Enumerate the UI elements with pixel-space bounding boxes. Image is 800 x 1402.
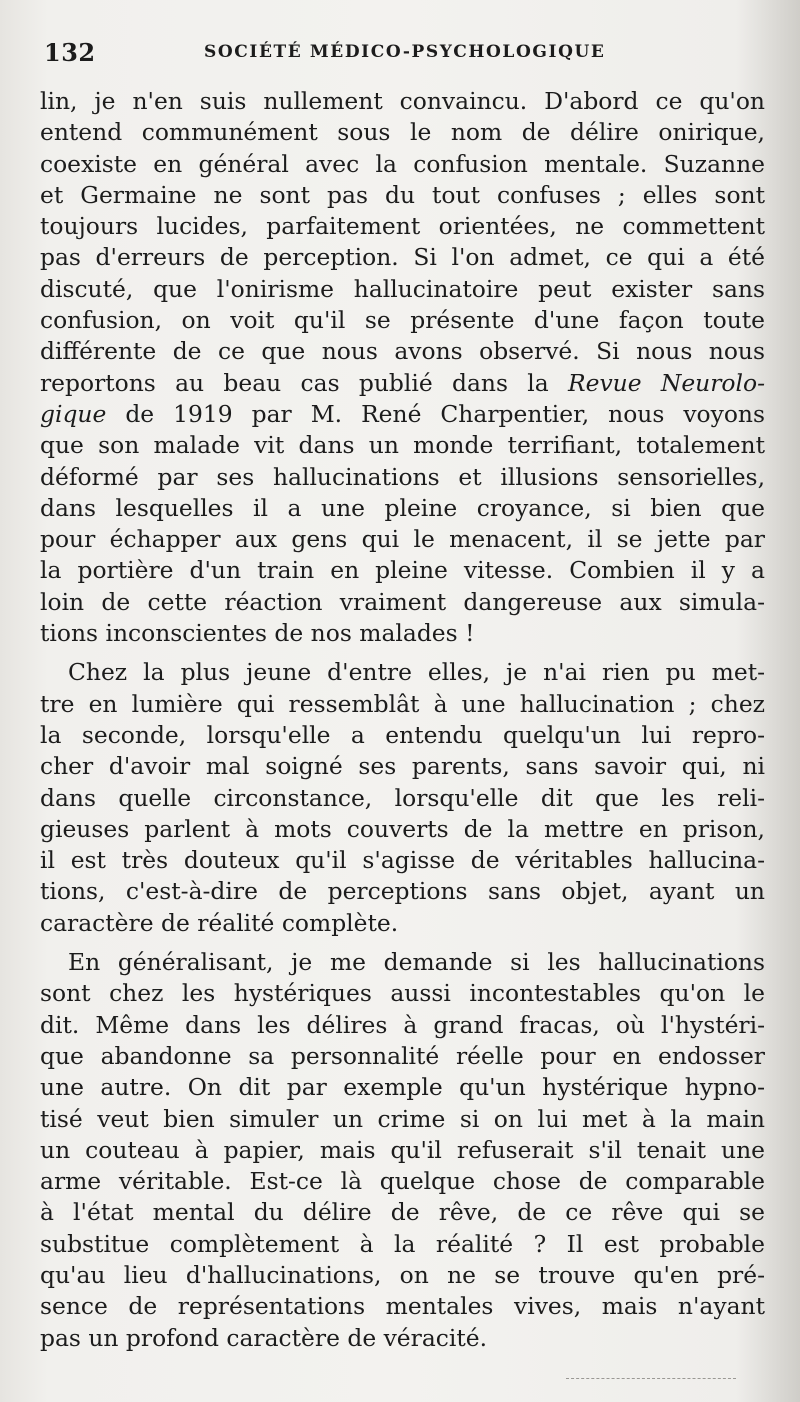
text-line: et Germaine ne sont pas du tout confuses ; elles sont — [40, 180, 765, 209]
paragraph-gap — [40, 939, 765, 947]
text-line: sence de représentations mentales vives, mais n'ayant — [40, 1292, 765, 1321]
text-line: un couteau à papier, mais qu'il refuserait s'il tenait une — [40, 1135, 765, 1164]
text-line: une autre. On dit par exemple qu'un hystérique hypno- — [40, 1073, 765, 1102]
text-line: gieuses parlent à mots couverts de la mettre en prison, — [40, 814, 765, 843]
text-line: Chez la plus jeune d'entre elles, je n'ai rien pu met- — [68, 658, 765, 687]
paragraph-gap — [40, 649, 765, 657]
paragraph — [40, 947, 765, 1354]
text-line: pas un profond caractère de véracité. — [40, 1323, 488, 1352]
text-line: différente de ce que nous avons observé. Si nous nous — [40, 337, 765, 366]
text-line: la portière d'un train en pleine vitesse. Combien il y a — [40, 556, 765, 585]
text-line: pour échapper aux gens qui le menacent, il se jette par — [40, 525, 765, 554]
text-line: dans lesquelles il a une pleine croyance, si bien que — [40, 493, 765, 522]
text-line: reportons au beau cas publié dans la Revue Neurolo- — [40, 368, 765, 397]
text-line: pas d'erreurs de perception. Si l'on admet, ce qui a été — [40, 243, 765, 272]
page-number: 132 — [44, 38, 96, 67]
paragraph — [40, 657, 765, 939]
text-line: caractère de réalité complète. — [40, 908, 399, 937]
text-line: entend communément sous le nom de délire onirique, — [40, 118, 765, 147]
text-line: toujours lucides, parfaitement orientées, ne commettent — [40, 212, 765, 241]
text-line: sont chez les hystériques aussi incontestables qu'on le — [40, 979, 765, 1008]
text-line: il est très douteux qu'il s'agisse de véritables hallucina- — [40, 846, 765, 875]
page-header — [44, 38, 764, 68]
text-line: à l'état mental du délire de rêve, de ce rêve qui se — [40, 1198, 765, 1227]
body-text — [40, 86, 765, 1354]
italic-title: Revue Neurolo- — [568, 368, 765, 397]
text-line: que abandonne sa personnalité réelle pour en endosser — [40, 1041, 765, 1070]
text-line: la seconde, lorsqu'elle a entendu quelqu'un lui repro- — [40, 720, 765, 749]
text-line: arme véritable. Est-ce là quelque chose de comparable — [40, 1167, 765, 1196]
text-line: discuté, que l'onirisme hallucinatoire peut exister sans — [40, 274, 765, 303]
text-line: tions inconscientes de nos malades ! — [40, 619, 475, 648]
text-line: tisé veut bien simuler un crime si on lui met à la main — [40, 1104, 765, 1133]
text-line: déformé par ses hallucinations et illusions sensorielles, — [40, 462, 765, 491]
text-line: qu'au lieu d'hallucinations, on ne se trouve qu'en pré- — [40, 1260, 765, 1289]
text-line: gique de 1919 par M. René Charpentier, nous voyons — [40, 399, 765, 428]
text-line: tions, c'est-à-dire de perceptions sans objet, ayant un — [40, 877, 765, 906]
italic-title: gique — [40, 399, 107, 428]
text-line: loin de cette réaction vraiment dangereuse aux simula- — [40, 587, 765, 616]
text-line: confusion, on voit qu'il se présente d'une façon toute — [40, 306, 765, 335]
running-title: SOCIÉTÉ MÉDICO-PSYCHOLOGIQUE — [204, 42, 606, 62]
text-line: tre en lumière qui ressemblât à une hallucination ; chez — [40, 689, 765, 718]
paragraph — [40, 86, 765, 649]
text-line: substitue complètement à la réalité ? Il est probable — [40, 1229, 765, 1258]
text-line: dans quelle circonstance, lorsqu'elle dit que les reli- — [40, 783, 765, 812]
text-line: coexiste en général avec la confusion mentale. Suzanne — [40, 149, 765, 178]
text-line: dit. Même dans les délires à grand fracas, où l'hystéri- — [40, 1010, 765, 1039]
footer-rule — [566, 1378, 736, 1379]
text-line: lin, je n'en suis nullement convaincu. D'abord ce qu'on — [40, 87, 765, 115]
text-line: En généralisant, je me demande si les hallucinations — [68, 948, 765, 977]
text-line: cher d'avoir mal soigné ses parents, sans savoir qui, ni — [40, 752, 765, 781]
text-line: que son malade vit dans un monde terrifiant, totalement — [40, 431, 765, 460]
